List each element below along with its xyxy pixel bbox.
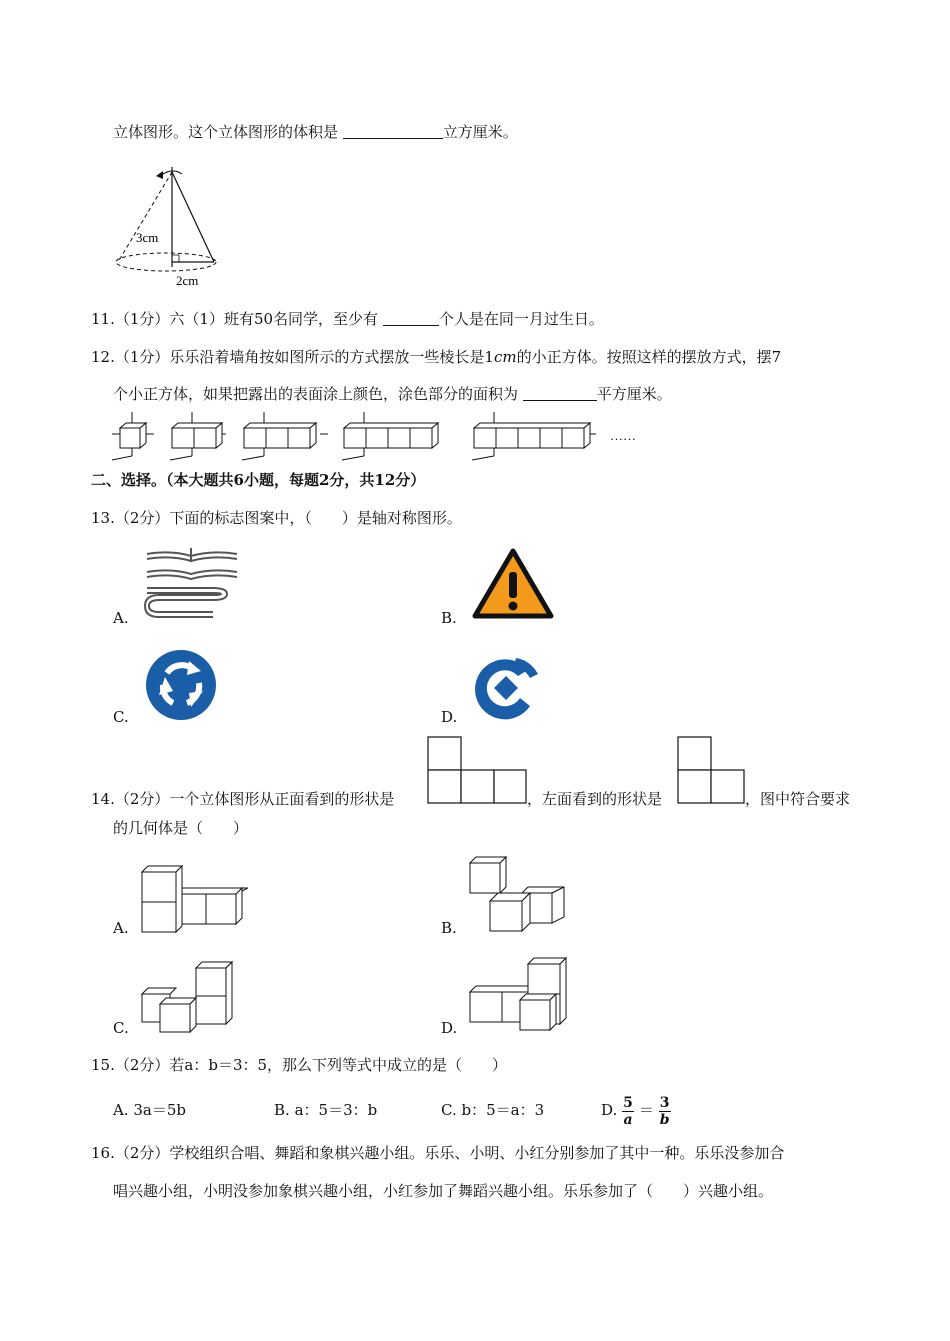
q13-score: （2分） — [114, 509, 170, 527]
q15-option-d-label: D. — [601, 1101, 618, 1119]
q13-option-d-label[interactable]: D. — [441, 708, 458, 726]
q15-number: 15. — [91, 1056, 115, 1074]
q12-text1: 乐乐沿着墙角按如图所示的方式摆放一些棱长是1 — [169, 348, 494, 366]
q13-option-c-roundabout-icon[interactable] — [145, 649, 217, 721]
q15-line — [91, 1055, 507, 1075]
q16-line1 — [91, 1143, 784, 1163]
q14-line2: 的几何体是（ ） — [113, 819, 249, 837]
q12-line1 — [91, 347, 781, 367]
q12-number: 12. — [91, 348, 115, 366]
q15-option-d[interactable] — [601, 1091, 671, 1129]
cube-set-3 — [242, 412, 328, 460]
q14-text-part2: ，左面看到的形状是 — [527, 790, 663, 808]
q10-blank[interactable] — [343, 122, 443, 139]
q11-blank[interactable] — [383, 309, 439, 326]
q14-front-view-figure — [427, 736, 527, 804]
q15-text: 若a：b＝3：5，那么下列等式中成立的是（ ） — [169, 1056, 508, 1074]
q14-option-c-figure[interactable] — [140, 958, 240, 1034]
q14-text-part3: ，图中符合要求 — [745, 790, 851, 808]
q11-tail: 个人是在同一月过生日。 — [438, 310, 604, 328]
q15-option-b-text: a：5＝3：b — [294, 1101, 378, 1119]
q15-option-a-label: A. — [113, 1101, 129, 1119]
q13-option-b-warning-icon[interactable] — [472, 548, 554, 620]
q15-option-d-equals: ＝ — [638, 1101, 654, 1119]
q13-line — [91, 508, 462, 528]
q16-line2: 唱兴趣小组，小明没参加象棋兴趣小组，小红参加了舞蹈兴趣小组。乐乐参加了（ ）兴趣小组。 — [113, 1182, 774, 1200]
q13-text: 下面的标志图案中，（ ）是轴对称图形。 — [169, 509, 462, 527]
q11-number: 11. — [91, 310, 115, 328]
q15-option-d-fraction-2: $\frac{3}{b}$ — [659, 1094, 670, 1128]
q14-left-view-figure — [677, 736, 745, 804]
q15-score: （2分） — [114, 1056, 170, 1074]
q15-option-b-label: B. — [274, 1101, 290, 1119]
q15-option-b[interactable] — [274, 1100, 377, 1120]
q13-option-b-label[interactable]: B. — [441, 609, 457, 627]
q14-text-part1: 一个立体图形从正面看到的形状是 — [169, 790, 395, 808]
q13-option-c-label[interactable]: C. — [113, 708, 129, 726]
cube-set-5 — [472, 412, 596, 460]
q11-text: 六（1）班有50名同学，至少有 — [169, 310, 379, 328]
q13-option-a-wavy-icon[interactable] — [143, 548, 243, 622]
q12-text2: 个小正方体，如果把露出的表面涂上颜色，涂色部分的面积为 — [113, 385, 519, 403]
q12-score: （1分） — [114, 348, 170, 366]
q14-option-b-label[interactable]: B. — [441, 919, 457, 937]
q12-text1-tail: 的小正方体。按照这样的摆放方式，摆7 — [516, 348, 782, 366]
q14-score: （2分） — [114, 790, 170, 808]
q16-score: （2分） — [114, 1144, 170, 1162]
q15-option-a[interactable] — [113, 1100, 186, 1120]
q12-ellipsis: …… — [610, 428, 636, 443]
cube-set-2 — [170, 412, 226, 460]
cone-radius-label: 2cm — [176, 273, 199, 288]
q13-option-d-bank-logo-icon[interactable] — [472, 652, 542, 722]
q14-option-c-label[interactable]: C. — [113, 1019, 129, 1037]
q10-line — [113, 122, 518, 142]
q10-text: 立体图形。这个立体图形的体积是 — [113, 123, 339, 141]
cube-set-1 — [112, 412, 154, 460]
q14-option-a-figure[interactable] — [140, 862, 248, 934]
q13-number: 13. — [91, 509, 115, 527]
q15-option-c-label: C. — [441, 1101, 457, 1119]
q11-line — [91, 309, 604, 329]
cone-slant-label: 3cm — [136, 230, 159, 245]
q11-score: （1分） — [114, 310, 170, 328]
q12-text2-tail: 平方厘米。 — [596, 385, 672, 403]
q15-option-a-text: 3a＝5b — [133, 1101, 187, 1119]
cone-figure — [110, 162, 230, 292]
q14-option-d-figure[interactable] — [468, 952, 572, 1034]
q12-unit: cm — [493, 348, 517, 366]
q14-number: 14. — [91, 790, 115, 808]
q14-option-d-label[interactable]: D. — [441, 1019, 458, 1037]
q13-option-a-label[interactable]: A. — [113, 609, 129, 627]
q12-blank[interactable] — [523, 384, 597, 401]
q12-cube-sequence — [110, 410, 650, 462]
q15-option-c-text: b：5＝a：3 — [461, 1101, 545, 1119]
q12-line2 — [113, 384, 672, 404]
q16-number: 16. — [91, 1144, 115, 1162]
q14-option-a-label[interactable]: A. — [113, 919, 129, 937]
q14-line1 — [91, 789, 394, 809]
q15-option-c[interactable] — [441, 1100, 544, 1120]
q16-text1: 学校组织合唱、舞蹈和象棋兴趣小组。乐乐、小明、小红分别参加了其中一种。乐乐没参加合 — [169, 1144, 785, 1162]
q15-option-d-fraction-1: $\frac{5}{a}$ — [623, 1094, 633, 1128]
q14-option-b-figure[interactable] — [468, 855, 568, 933]
cube-set-4 — [342, 412, 438, 460]
q10-unit: 立方厘米。 — [442, 123, 518, 141]
section-2-title: 二、选择。（本大题共6小题，每题2分，共12分） — [91, 471, 426, 489]
